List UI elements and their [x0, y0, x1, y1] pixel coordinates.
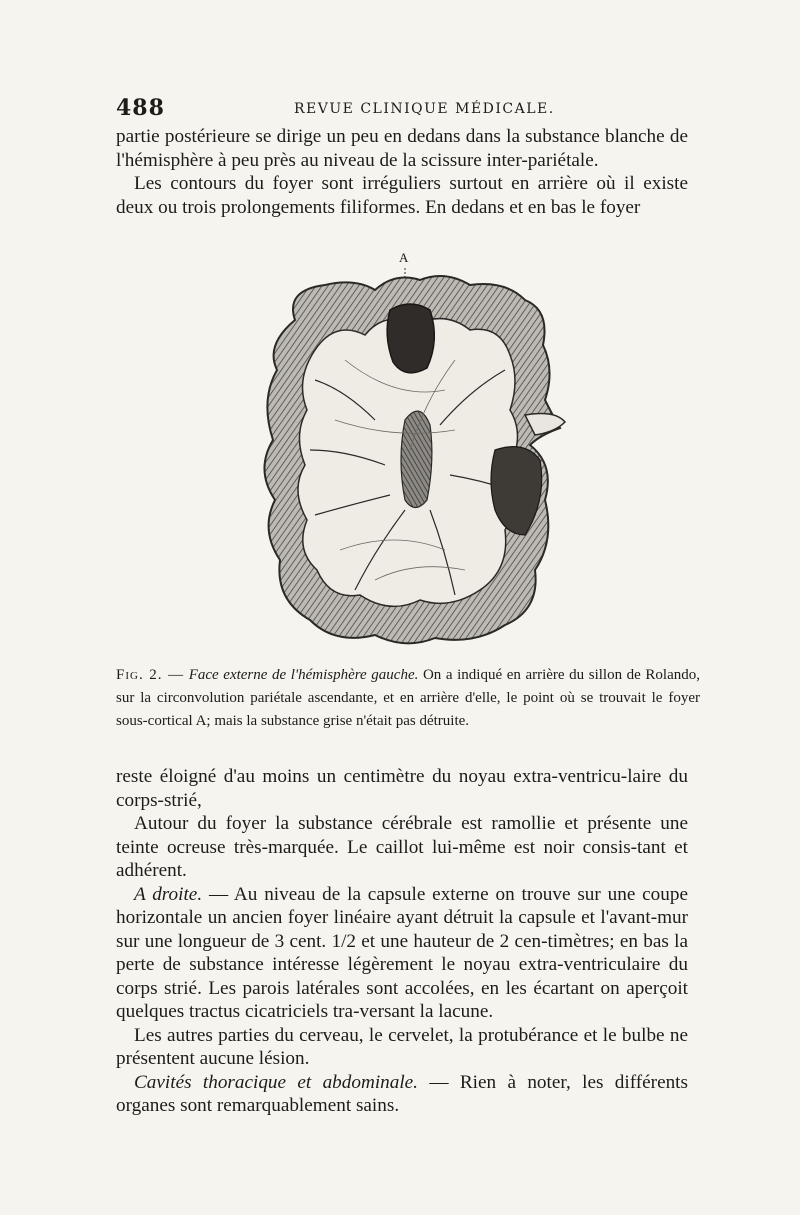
paragraph: Les autres parties du cerveau, le cervelet, la protubérance et le bulbe ne présentent aucune lésion. — [116, 1024, 688, 1069]
paragraph — [116, 883, 688, 1024]
page-number: 488 — [116, 95, 165, 121]
paragraph-lead: Cavités thoracique et abdominale. — [134, 1071, 418, 1093]
paragraph-lead: A droite. — [134, 883, 203, 905]
figure-caption-title: Face externe de l'hémisphère gauche. — [188, 667, 419, 683]
brain-section-figure — [255, 250, 575, 660]
figure-label-a: A — [399, 250, 409, 265]
paragraph: partie postérieure se dirige un peu en dedans dans la substance blanche de l'hémisphère à peu près au niveau de la scissure inter-pariétale. — [116, 126, 688, 171]
figure-caption — [116, 664, 700, 733]
figure-ref: Fig. 2. — — [116, 667, 185, 683]
paragraph: reste éloigné d'au moins un centimètre du noyau extra-ventricu-laire du corps-strié, — [116, 766, 688, 811]
top-text-block — [116, 125, 688, 219]
page-header — [116, 95, 688, 123]
paragraph: Autour du foyer la substance cérébrale est ramollie et présente une teinte ocreuse très-marquée. Le caillot lui-même est noir consis-tant et adhérent. — [116, 813, 688, 881]
paragraph: Les contours du foyer sont irréguliers surtout en arrière où il existe deux ou trois prolongements filiformes. En dedans et en bas le foyer — [116, 173, 688, 218]
figure-caption-text: On a indiqué en arrière du sillon de Rolando, sur la circonvolution pariétale ascendante, et en arrière d'elle, le point où se trouvait le foyer sous-cortical A; mais la substance grise n'était pas détruite. — [116, 667, 701, 729]
paragraph-text: — Au niveau de la capsule externe on trouve sur une coupe horizontale un ancien foyer linéaire ayant détruit la capsule et l'avant-mur sur une longueur de 3 cent. 1/2 et une hauteur de 2 cen-timètres; en bas la perte de substance intéresse légèrement le noyau extra-ventriculaire du corps strié. Les parois latérales sont accolées, en les écartant on aperçoit quelques tractus cicatriciels tra-versant la lacune. — [116, 883, 688, 1022]
paragraph-text: — Rien à noter, les différents organes sont remarquablement sains. — [116, 1071, 688, 1116]
running-head: REVUE CLINIQUE MÉDICALE. — [294, 101, 555, 117]
paragraph — [116, 1071, 688, 1118]
bottom-text-block — [116, 765, 688, 1118]
brain-illustration — [255, 250, 575, 660]
